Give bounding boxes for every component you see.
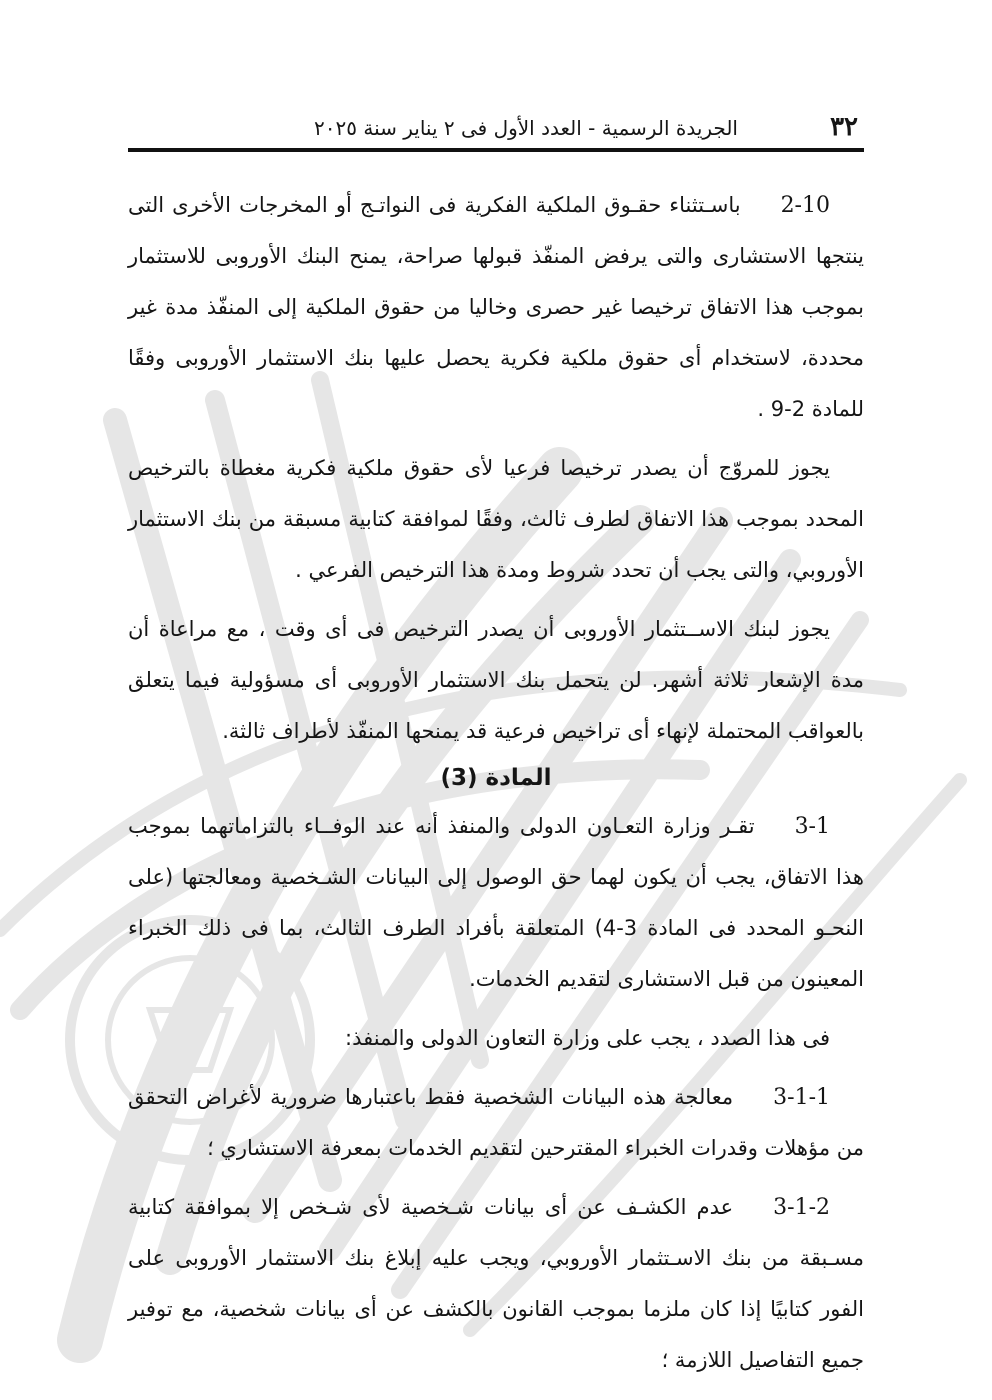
paragraph-text: فى هذا الصدد ، يجب على وزارة التعاون الدولى والمنفذ: [345, 1026, 830, 1050]
paragraph-license-termination [128, 604, 864, 757]
paragraph-3-1-2 [128, 1182, 864, 1386]
paragraph-text: تقـر وزارة التعـاون الدولى والمنفذ أنه عند الوفــاء بالتزاماتهما بموجب هذا الاتفاق، يجب أن يكون لهما حق الوصول إلى البيانات الشـخصية ومعالجتها (على النحـو المحدد فى المادة 3-4) المتعلقة بأفراد الطرف الثالث، بما فى ذلك الخبراء المعينون من قبل الاستشارى لتقديم الخدمات. [128, 814, 864, 991]
page-number: ٣٢ [830, 112, 858, 142]
paragraph-text: باسـتثناء حقـوق الملكية الفكرية فى النواتـج أو المخرجات الأخرى التى ينتجها الاستشارى والتى يرفض المنفّذ قبولها صراحة، يمنح البنك الأوروبى للاستثمار بموجب هذا الاتفاق ترخيصا غير حصرى وخاليا من حقوق الملكية إلى المنفّذ مدة غير محددة، لاستخدام أى حقوق ملكية فكرية يحصل عليها بنك الاستثمار الأوروبى وفقًا للمادة 2-9 . [128, 193, 864, 421]
clause-number: 3-1-2 [773, 1195, 830, 1220]
paragraph-sublicense [128, 443, 864, 596]
paragraph-text: عدم الكشـف عن أى بيانات شـخصية لأى شـخص إلا بموافقة كتابية مسـبقة من بنك الاسـتثمار الأوروبي، ويجب عليه إبلاغ بنك الاستثمار الأوروبى على الفور كتابيًا إذا كان ملزما بموجب القانون بالكشف عن أى بيانات شخصية، مع توفير جميع التفاصيل اللازمة ؛ [128, 1195, 864, 1372]
article-heading: المادة (3) [440, 765, 552, 791]
gazette-title: الجريدة الرسمية - العدد الأول فى ٢ يناير سنة ٢٠٢٥ [314, 116, 738, 140]
paragraph-2-10 [128, 180, 864, 435]
paragraph-3-1-1 [128, 1072, 864, 1174]
paragraph-3-1 [128, 801, 864, 1005]
clause-number: 3-1 [794, 814, 830, 839]
clause-number: 2-10 [780, 193, 830, 218]
paragraph-text: يجوز لبنك الاســتثمار الأوروبى أن يصدر الترخيص فى أى وقت ، مع مراعاة أن مدة الإشعار ثلاثة أشهر. لن يتحمل بنك الاستثمار الأوروبى أى مسؤولية فيما يتعلق بالعواقب المحتملة لإنهاء أى تراخيص فرعية قد يمنحها المنفّذ لأطراف ثالثة. [128, 617, 864, 743]
clause-number: 3-1-1 [773, 1085, 830, 1110]
paragraph-text: معالجة هذه البيانات الشخصية فقط باعتبارها ضرورية لأغراض التحقق من مؤهلات وقدرات الخبراء المقترحين لتقديم الخدمات بمعرفة الاستشاري ؛ [128, 1085, 864, 1160]
document-body [128, 180, 864, 1394]
paragraph-text: يجوز للمروّج أن يصدر ترخيصا فرعيا لأى حقوق ملكية فكرية مغطاة بالترخيص المحدد بموجب هذا الاتفاق لطرف ثالث، وفقًا لموافقة كتابية مسبقة من بنك الاستثمار الأوروبي، والتى يجب أن تحدد شروط ومدة هذا الترخيص الفرعي . [128, 456, 864, 582]
page-header [128, 108, 864, 152]
paragraph-obligations-intro [128, 1013, 864, 1064]
